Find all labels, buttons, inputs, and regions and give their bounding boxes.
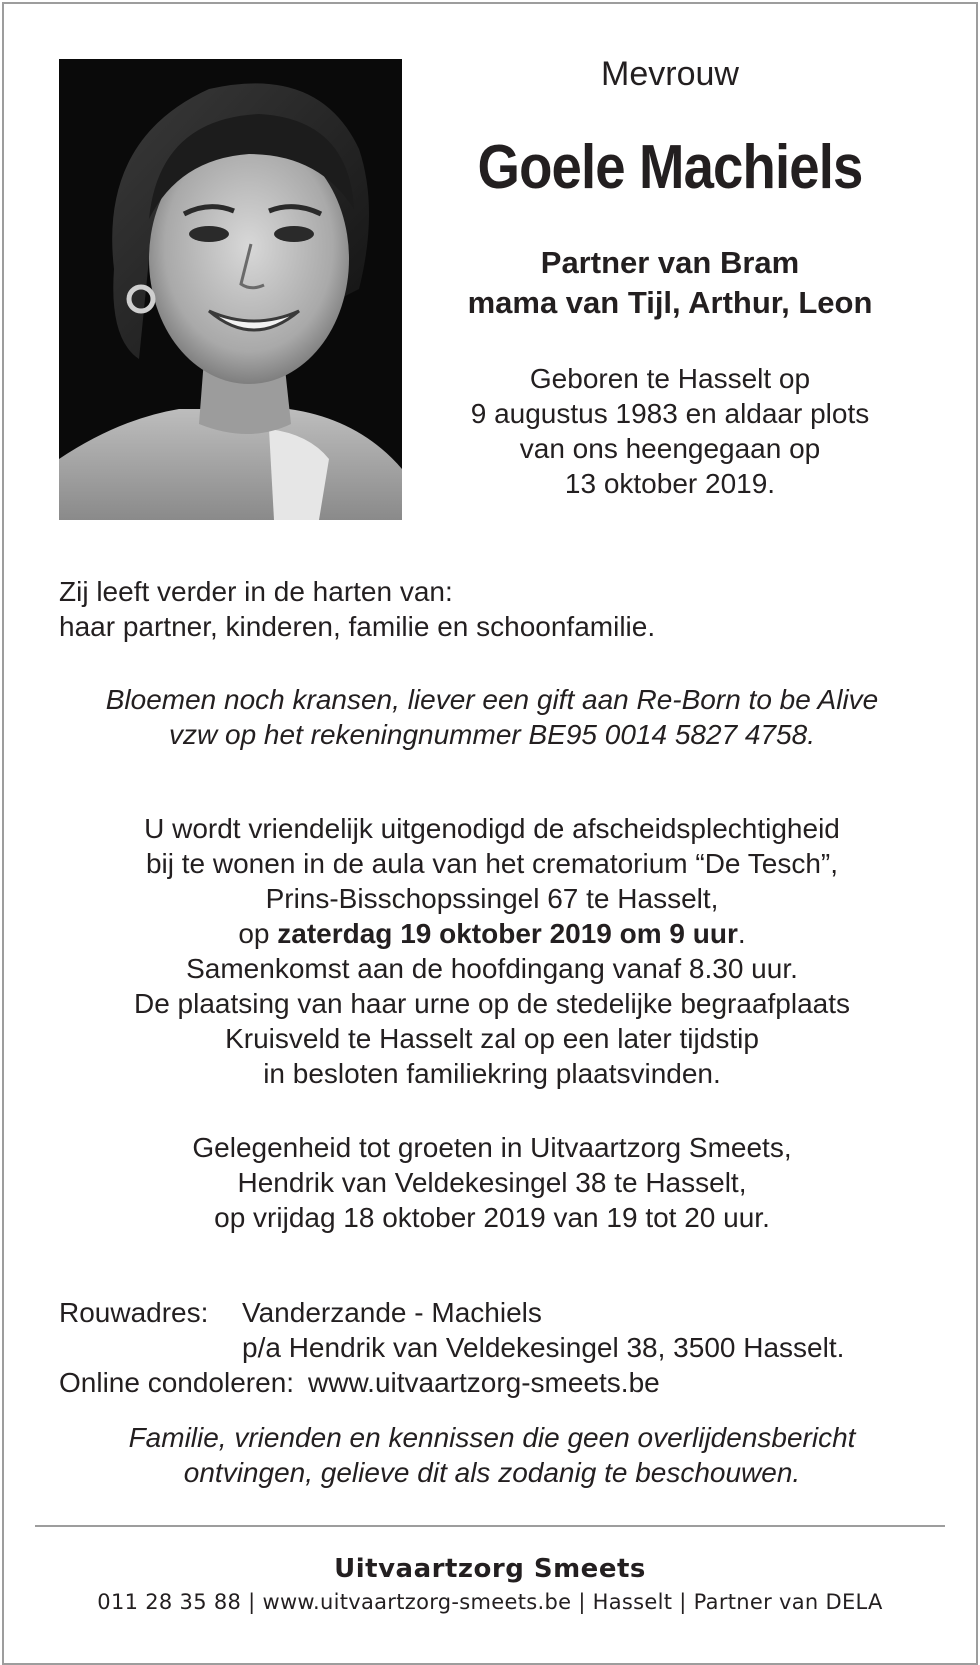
ceremony-line: Kruisveld te Hasselt zal op een later tijdstip	[225, 1023, 759, 1054]
ceremony-line: De plaatsing van haar urne op de stedelijke begraafplaats	[133, 988, 851, 1019]
greeting-line: Gelegenheid tot groeten in Uitvaartzorg Smeets,	[192, 1132, 792, 1163]
rouwadres-street-row	[59, 1330, 925, 1365]
mourning-address	[59, 1295, 925, 1400]
ceremony-date-prefix: op	[238, 918, 278, 949]
survived-by	[59, 574, 925, 644]
closing-notice-line: Familie, vrienden en kennissen die geen overlijdensbericht	[128, 1422, 856, 1453]
ceremony-date: zaterdag 19 oktober 2019 om 9 uur	[277, 918, 738, 949]
online-condolence-label: Online condoleren:	[59, 1367, 295, 1398]
survived-by-line: Zij leeft verder in de harten van:	[59, 576, 453, 607]
closing-notice-line: ontvingen, gelieve dit als zodanig te beschouwen.	[183, 1457, 801, 1488]
online-condolence-row	[59, 1365, 925, 1400]
ceremony-line: Samenkomst aan de hoofdingang vanaf 8.30 uur.	[186, 953, 798, 984]
relation-partner: Partner van Bram	[540, 245, 800, 280]
closing-notice	[59, 1420, 925, 1490]
portrait-photo	[59, 59, 402, 520]
ceremony-info	[59, 811, 925, 1091]
ceremony-date-suffix: .	[737, 918, 746, 949]
ceremony-line: Prins-Bisschopssingel 67 te Hasselt,	[265, 883, 719, 914]
funeral-home-info: 011 28 35 88 | www.uitvaartzorg-smeets.be | Hasselt | Partner van DELA	[97, 1590, 883, 1614]
greeting-line: Hendrik van Veldekesingel 38 te Hasselt,	[237, 1167, 747, 1198]
deceased-name: Goele Machiels	[477, 133, 863, 202]
ceremony-line: in besloten familiekring plaatsvinden.	[263, 1058, 721, 1089]
survived-by-line: haar partner, kinderen, familie en schoonfamilie.	[59, 611, 656, 642]
title-prefix: Mevrouw	[601, 55, 739, 93]
birth-death-line: van ons heengegaan op	[519, 433, 821, 464]
relations	[420, 243, 920, 323]
birth-death-line: 9 augustus 1983 en aldaar plots	[470, 398, 870, 429]
rouwadres-street: p/a Hendrik van Veldekesingel 38, 3500 Hasselt.	[242, 1332, 845, 1363]
rouwadres-row	[59, 1295, 925, 1330]
greeting-line: op vrijdag 18 oktober 2019 van 19 tot 20 uur.	[214, 1202, 770, 1233]
birth-death-info	[420, 361, 920, 501]
rouwadres-label: Rouwadres:	[59, 1297, 209, 1328]
ceremony-date-line	[59, 916, 925, 951]
greeting-info	[59, 1130, 925, 1235]
flowers-notice-line: Bloemen noch kransen, liever een gift aan Re-Born to be Alive	[105, 684, 879, 715]
relation-children: mama van Tijl, Arthur, Leon	[467, 285, 873, 320]
rouwadres-name: Vanderzande - Machiels	[242, 1297, 542, 1328]
flowers-notice-line: vzw op het rekeningnummer BE95 0014 5827 4758.	[169, 719, 815, 750]
ceremony-line: U wordt vriendelijk uitgenodigd de afscheidsplechtigheid	[144, 813, 840, 844]
ceremony-line: bij te wonen in de aula van het crematorium “De Tesch”,	[145, 848, 839, 879]
footer-divider	[35, 1525, 945, 1527]
birth-death-line: 13 oktober 2019.	[564, 468, 776, 499]
funeral-home-name: Uitvaartzorg Smeets	[334, 1554, 646, 1584]
flowers-notice	[59, 682, 925, 752]
birth-death-line: Geboren te Hasselt op	[529, 363, 811, 394]
online-condolence-link[interactable]: www.uitvaartzorg-smeets.be	[308, 1367, 660, 1398]
